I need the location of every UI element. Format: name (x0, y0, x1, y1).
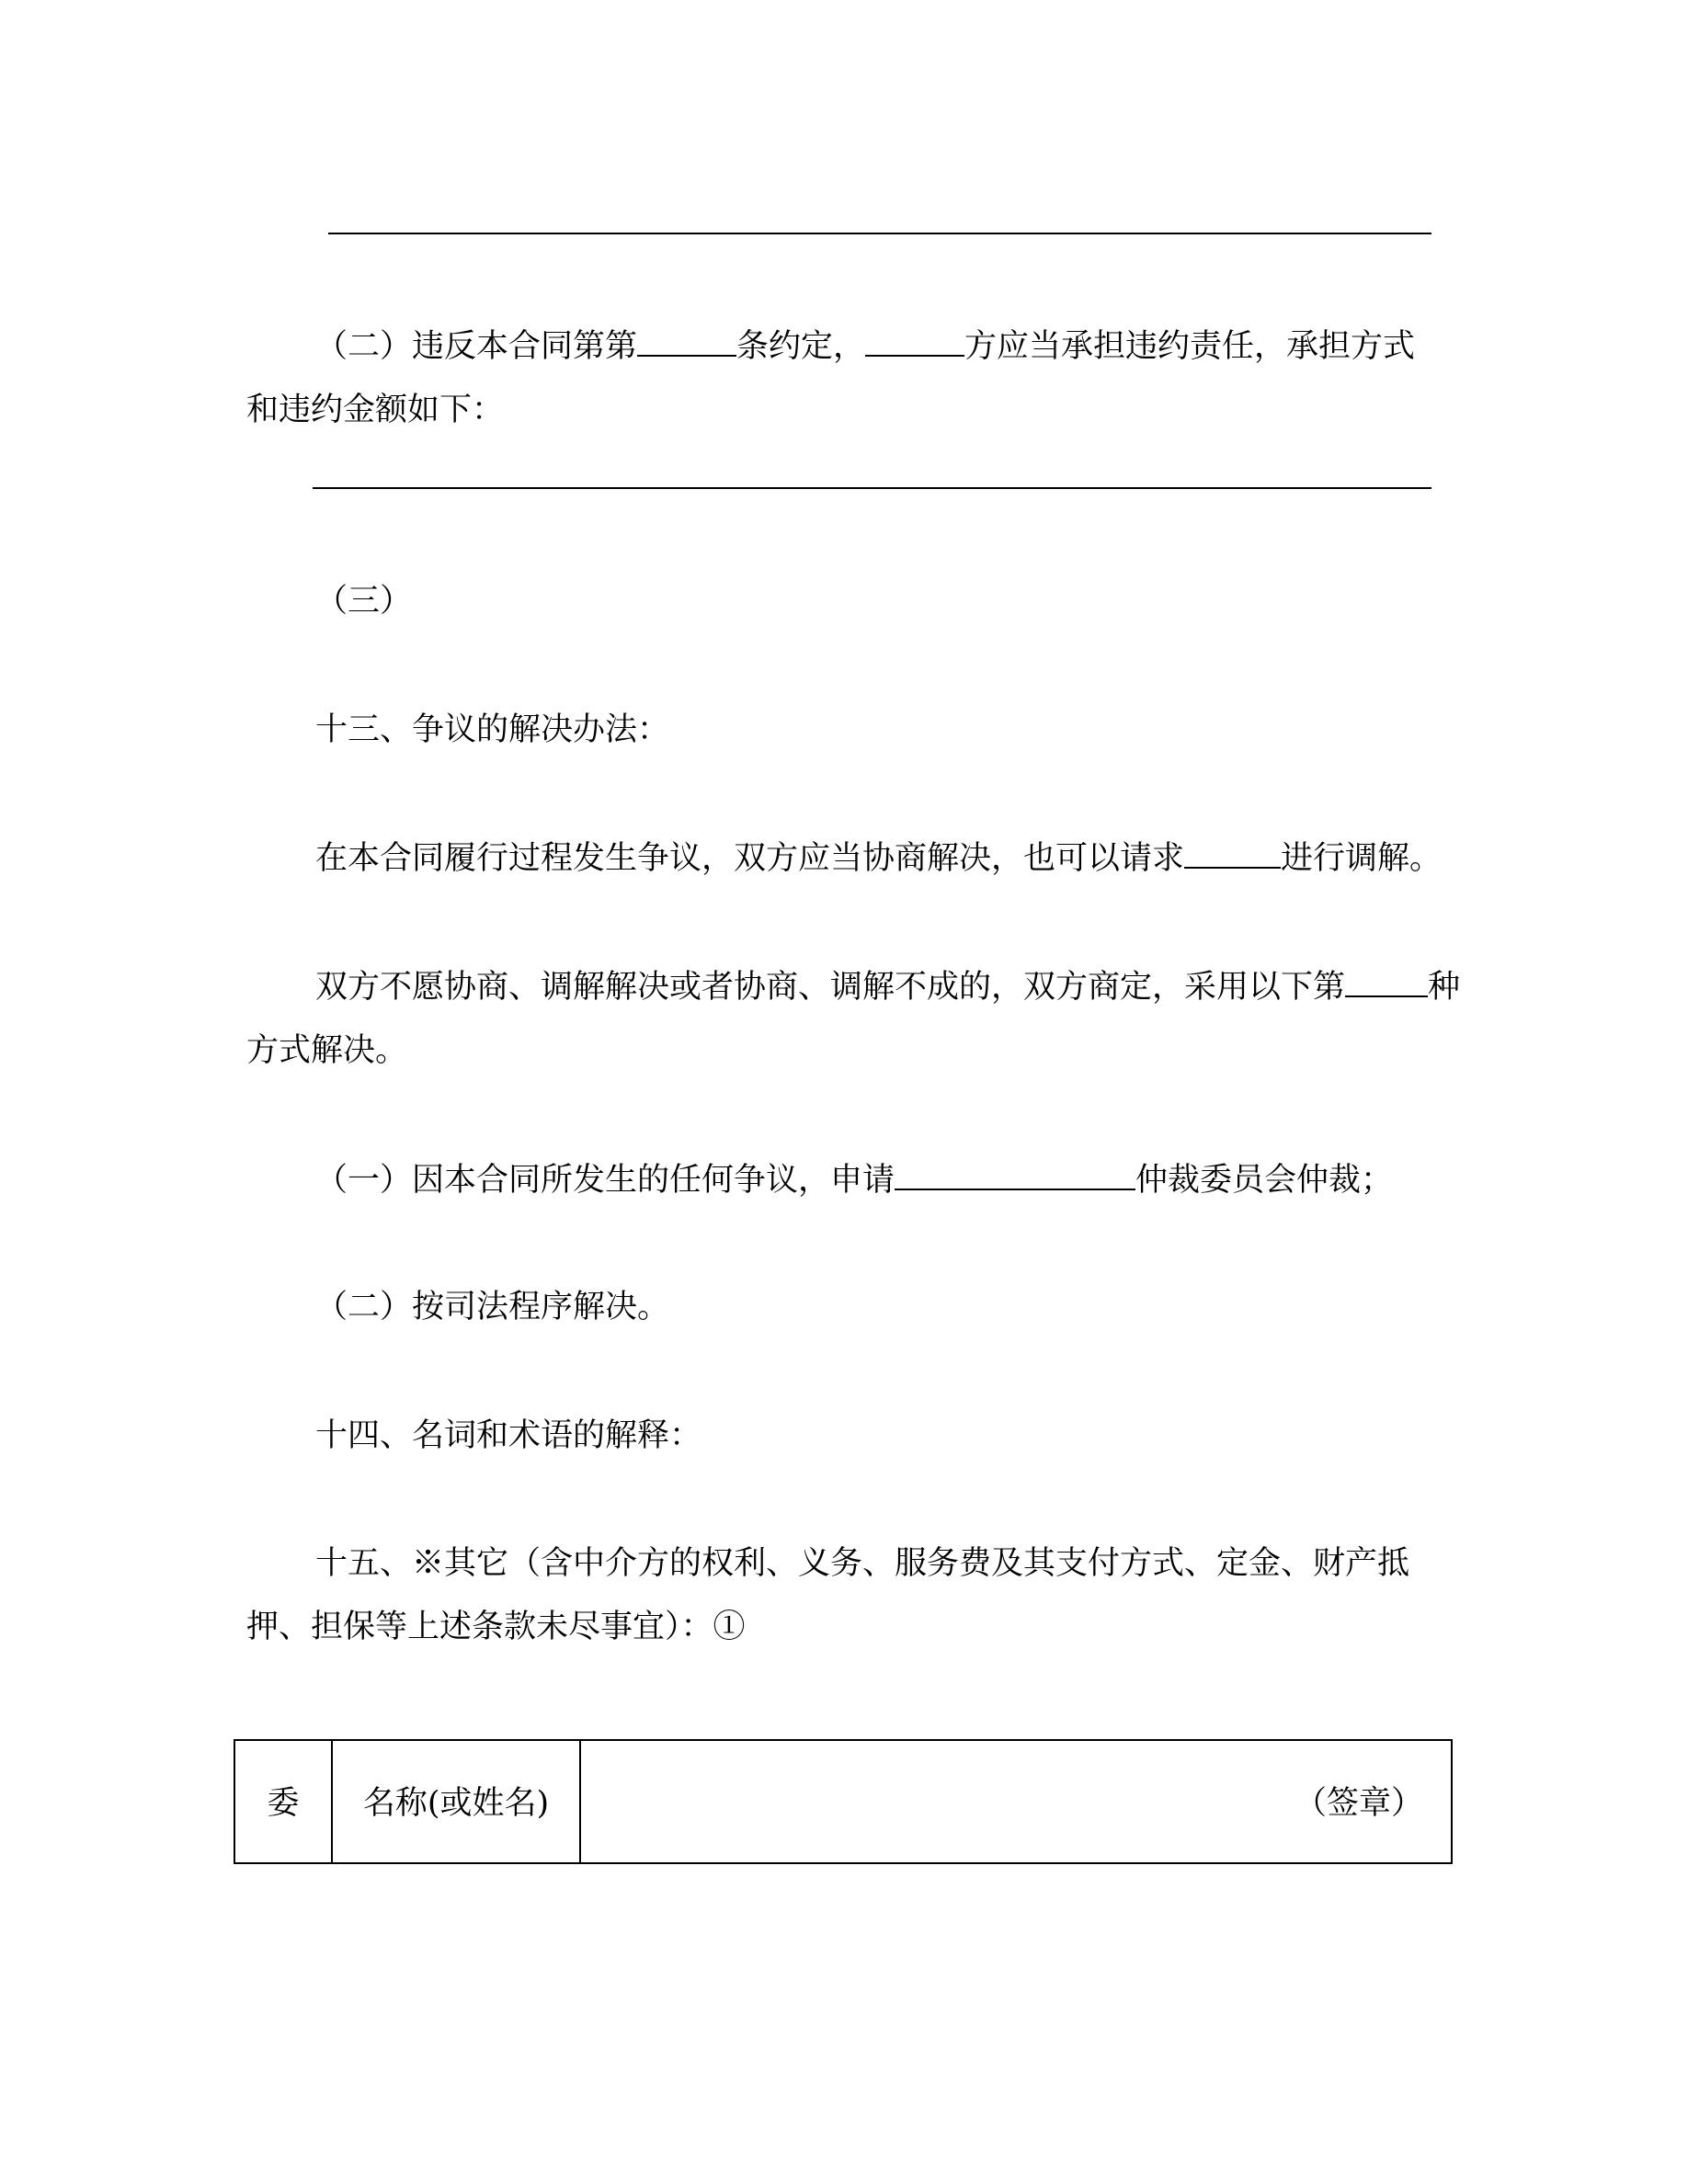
section-15-text-2: 押、担保等上述条款未尽事宜）：① (246, 1609, 746, 1645)
section-13-opt2-text: （二）按司法程序解决。 (315, 1289, 670, 1325)
section-14-heading-text: 十四、名词和术语的解释： (315, 1417, 702, 1454)
clause-2-text-a: （二）违反本合同第第 (315, 328, 638, 365)
section-13-option-2 (315, 1287, 669, 1327)
name-label: 名称(或姓名) (362, 1785, 550, 1822)
section-13-opt1-text-a: （一）因本合同所发生的任何争议，申请 (315, 1162, 895, 1199)
signature-cell[interactable] (580, 1740, 1452, 1863)
seal-label: （签章） (1294, 1785, 1423, 1822)
clause-2-line-2 (246, 390, 504, 430)
section-13-p1-text-a: 在本合同履行过程发生争议，双方应当协商解决，也可以请求 (315, 840, 1185, 877)
section-13-heading (315, 710, 669, 750)
section-13-opt1-text-b: 仲裁委员会仲裁； (1135, 1162, 1394, 1199)
party-label-cell (234, 1740, 332, 1863)
clause-2-line-1 (315, 326, 1415, 367)
fill-in-line-top (328, 233, 1431, 234)
signature-row (234, 1740, 1452, 1863)
article-number-blank[interactable] (637, 327, 736, 357)
section-13-paragraph-1 (315, 838, 1442, 879)
section-13-option-1 (315, 1160, 1393, 1200)
mediator-blank[interactable] (1184, 839, 1281, 869)
arbitration-commission-blank[interactable] (895, 1161, 1135, 1190)
section-13-paragraph-2-line-1 (315, 967, 1460, 1007)
section-13-p2-text-b: 种 (1428, 969, 1461, 1006)
section-13-p1-text-b: 进行调解。 (1281, 840, 1443, 877)
section-15-line-1 (315, 1543, 1409, 1584)
section-15-text-1: 十五、※其它（含中介方的权利、义务、服务费及其支付方式、定金、财产抵 (315, 1545, 1410, 1582)
section-14-heading (315, 1416, 701, 1456)
section-13-p2-text-c: 方式解决。 (246, 1032, 408, 1069)
clause-2-text-d: 和违约金额如下： (246, 392, 505, 428)
section-13-heading-text: 十三、争议的解决办法： (315, 711, 670, 748)
party-blank[interactable] (865, 327, 964, 357)
section-13-paragraph-2-line-2 (246, 1030, 407, 1071)
clause-3-label: （三） (315, 583, 413, 620)
fill-in-line-penalty (313, 487, 1431, 489)
party-label: 委 (267, 1785, 300, 1822)
section-15-line-2 (246, 1607, 746, 1647)
section-13-p2-text-a: 双方不愿协商、调解解决或者协商、调解不成的，双方商定，采用以下第 (315, 969, 1346, 1006)
name-label-cell (332, 1740, 580, 1863)
signature-table (234, 1739, 1453, 1864)
method-number-blank[interactable] (1345, 968, 1428, 997)
clause-3 (315, 581, 412, 621)
clause-2-text-c: 方应当承担违约责任，承担方式 (964, 328, 1416, 365)
clause-2-text-b: 条约定， (736, 328, 866, 365)
